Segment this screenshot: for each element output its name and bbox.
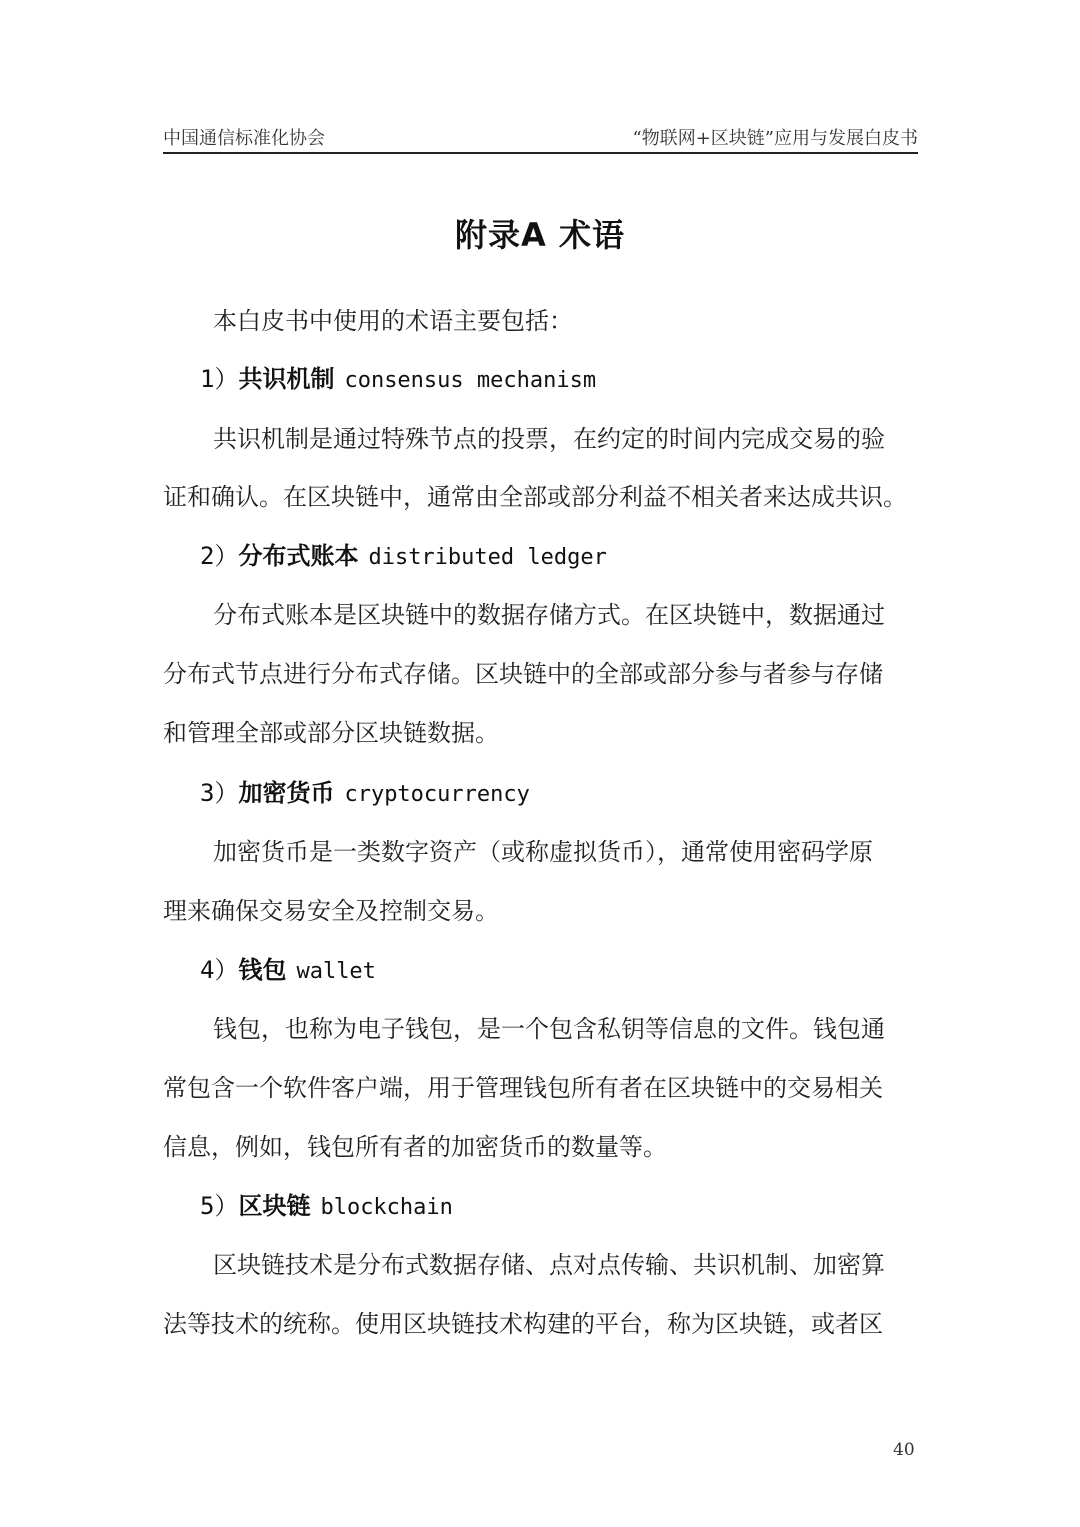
term-english: blockchain (320, 1195, 453, 1220)
term-heading-1 (200, 363, 596, 397)
term-1-line-2: 证和确认。在区块链中，通常由全部或部分利益不相关者来达成共识。 (163, 483, 907, 511)
term-2-line-3: 和管理全部或部分区块链数据。 (163, 719, 499, 747)
term-heading-4 (200, 954, 376, 988)
term-3-line-1: 加密货币是一类数字资产（或称虚拟货币），通常使用密码学原 (213, 838, 873, 866)
term-2-line-1: 分布式账本是区块链中的数据存储方式。在区块链中，数据通过 (213, 601, 885, 629)
term-number: 5） (200, 1192, 239, 1220)
intro-paragraph: 本白皮书中使用的术语主要包括： (213, 307, 573, 335)
term-heading-5 (200, 1190, 453, 1224)
term-number: 4） (200, 956, 239, 984)
term-english: cryptocurrency (344, 782, 530, 807)
term-2-line-2: 分布式节点进行分布式存储。区块链中的全部或部分参与者参与存储 (163, 660, 883, 688)
term-1-line-1: 共识机制是通过特殊节点的投票，在约定的时间内完成交易的验 (213, 425, 885, 453)
header-document-title: “物联网+区块链”应用与发展白皮书 (632, 128, 918, 149)
term-chinese: 加密货币 (238, 779, 335, 807)
term-number: 1） (200, 365, 239, 393)
page-number: 40 (893, 1440, 915, 1460)
term-chinese: 区块链 (238, 1192, 311, 1220)
term-english: distributed ledger (368, 545, 607, 570)
header-organization: 中国通信标准化协会 (163, 128, 325, 149)
term-4-line-2: 常包含一个软件客户端，用于管理钱包所有者在区块链中的交易相关 (163, 1074, 883, 1102)
term-4-line-1: 钱包，也称为电子钱包，是一个包含私钥等信息的文件。钱包通 (213, 1015, 885, 1043)
term-5-line-2: 法等技术的统称。使用区块链技术构建的平台，称为区块链，或者区 (163, 1310, 883, 1338)
term-english: consensus mechanism (344, 368, 597, 393)
term-3-line-2: 理来确保交易安全及控制交易。 (163, 897, 499, 925)
page-header (163, 122, 918, 154)
term-number: 2） (200, 542, 239, 570)
term-chinese: 分布式账本 (238, 542, 359, 570)
term-heading-3 (200, 777, 530, 811)
term-chinese: 钱包 (238, 956, 287, 984)
term-chinese: 共识机制 (238, 365, 335, 393)
term-heading-2 (200, 540, 607, 574)
appendix-title: 附录A 术语 (455, 216, 625, 254)
term-4-line-3: 信息，例如，钱包所有者的加密货币的数量等。 (163, 1133, 667, 1161)
term-english: wallet (296, 959, 376, 984)
term-5-line-1: 区块链技术是分布式数据存储、点对点传输、共识机制、加密算 (213, 1251, 885, 1279)
term-number: 3） (200, 779, 239, 807)
